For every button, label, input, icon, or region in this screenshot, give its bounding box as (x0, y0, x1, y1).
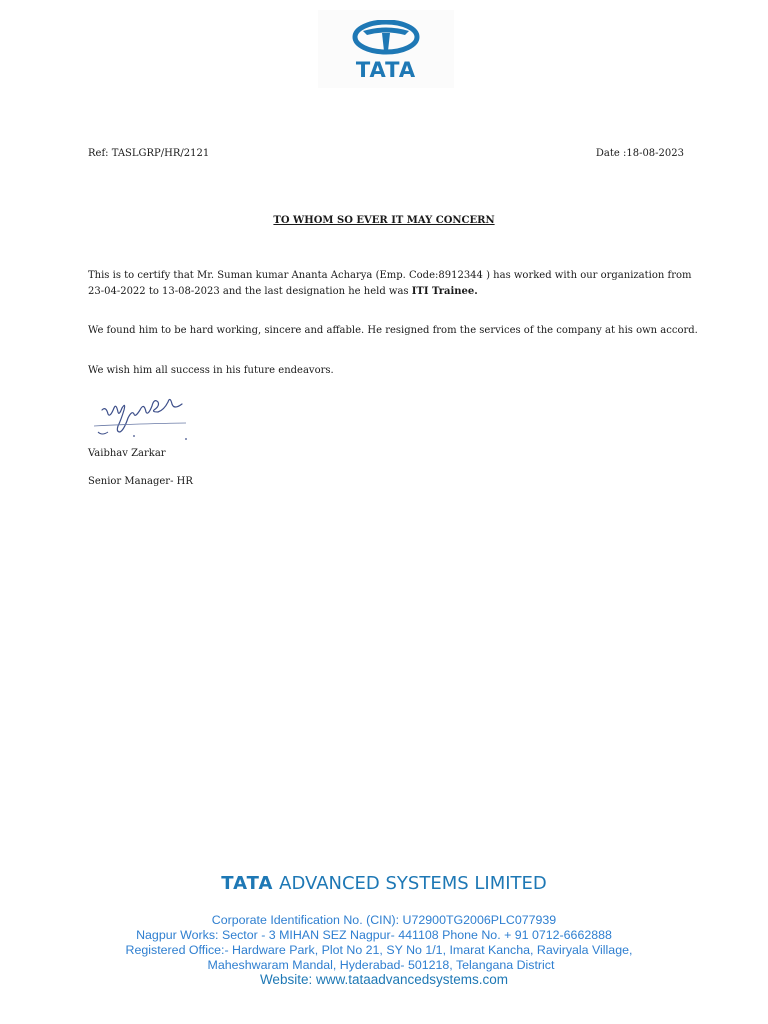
letter-subject: TO WHOM SO EVER IT MAY CONCERN (273, 215, 495, 226)
footer-brand-name: ADVANCED SYSTEMS LIMITED (279, 873, 547, 894)
footer-district: Maheshwaram Mandal, Hyderabad- 501218, Telangana District (207, 958, 555, 972)
logo-wordmark: TATA (355, 58, 417, 82)
footer-website: Website: www.tataadvancedsystems.com (259, 972, 509, 987)
tata-logo (318, 10, 454, 88)
conduct-paragraph: We found him to be hard working, sincere and affable. He resigned from the services of the company at his own accord. (88, 325, 698, 336)
letter-date: Date :18-08-2023 (595, 148, 684, 159)
signer-title: Senior Manager- HR (88, 476, 193, 487)
footer-cin: Corporate Identification No. (CIN): U72900TG2006PLC077939 (211, 913, 557, 927)
signature (88, 388, 192, 444)
tata-emblem-icon (347, 20, 425, 60)
footer-tata-mark: TATA (221, 873, 274, 894)
wishes-paragraph: We wish him all success in his future endeavors. (88, 365, 334, 376)
certification-text: This is to certify that Mr. Suman kumar Ananta Acharya (Emp. Code:8912344 ) has worked with our organization from 23-04-2022 to 13-08-2023 and the last designation he held was (88, 270, 692, 297)
footer-registered-office: Registered Office:- Hardware Park, Plot No 21, SY No 1/1, Imarat Kancha, Raviryala Village, (125, 943, 633, 957)
certification-paragraph (88, 268, 700, 300)
signer-name: Vaibhav Zarkar (88, 448, 166, 459)
reference-number: Ref: TASLGRP/HR/2121 (88, 148, 210, 159)
footer-company-name (0, 873, 768, 894)
footer-works-address: Nagpur Works: Sector - 3 MIHAN SEZ Nagpur- 441108 Phone No. + 91 0712-6662888 (136, 928, 612, 942)
designation: ITI Trainee. (411, 286, 478, 297)
